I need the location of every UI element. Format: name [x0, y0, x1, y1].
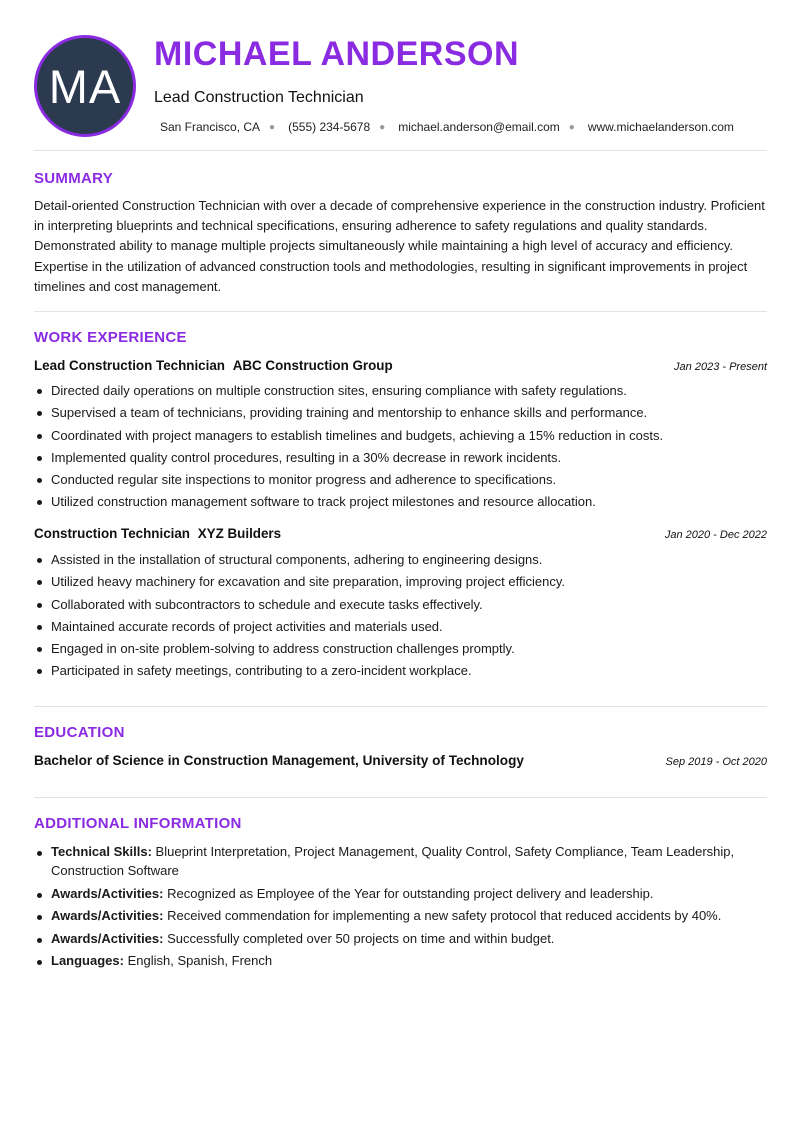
additional-label: Awards/Activities: [51, 908, 164, 923]
separator-dot-icon: ● [379, 121, 386, 133]
education-dates: Sep 2019 - Oct 2020 [665, 756, 767, 768]
summary-heading: SUMMARY [34, 170, 114, 187]
additional-heading: ADDITIONAL INFORMATION [34, 815, 242, 832]
divider [34, 797, 767, 798]
job-dates: Jan 2020 - Dec 2022 [664, 529, 767, 541]
bullet-item: Participated in safety meetings, contributing to a zero-incident workplace. [34, 660, 767, 682]
bullet-item: Collaborated with subcontractors to schedule and execute tasks effectively. [34, 594, 767, 616]
additional-text: Successfully completed over 50 projects on time and within budget. [167, 930, 555, 946]
job-company: ABC Construction Group [232, 358, 393, 373]
additional-label: Awards/Activities: [51, 930, 164, 946]
additional-item [34, 842, 767, 880]
bullet-item: Supervised a team of technicians, providing training and mentorship to enhance skills and performance. [34, 402, 767, 424]
additional-label: Technical Skills: [51, 844, 152, 859]
avatar [34, 35, 136, 137]
additional-list [34, 842, 767, 974]
bullet-item: Conducted regular site inspections to monitor progress and adherence to specifications. [34, 469, 767, 491]
job-title-line [34, 358, 393, 373]
job-bullets [34, 380, 767, 514]
separator-dot-icon: ● [269, 121, 276, 133]
additional-item [34, 884, 767, 903]
education-entry [34, 753, 767, 768]
additional-label: Awards/Activities: [51, 885, 164, 901]
divider [34, 150, 767, 151]
contact-line [160, 120, 734, 134]
job-header [34, 358, 767, 373]
job-header [34, 526, 767, 541]
bullet-item: Utilized heavy machinery for excavation and site preparation, improving project efficiency. [34, 571, 767, 593]
avatar-initials: MA [48, 59, 122, 113]
additional-item [34, 929, 767, 948]
additional-item [34, 906, 767, 925]
bullet-item: Assisted in the installation of structural components, adhering to engineering designs. [34, 549, 767, 571]
additional-text: Recognized as Employee of the Year for outstanding project delivery and leadership. [167, 885, 654, 901]
separator-dot-icon: ● [568, 121, 575, 133]
bullet-item: Directed daily operations on multiple construction sites, ensuring compliance with safety regulations. [34, 380, 767, 402]
bullet-item: Implemented quality control procedures, resulting in a 30% decrease in rework incidents. [34, 447, 767, 469]
contact-phone[interactable]: (555) 234-5678 [288, 120, 371, 134]
job-role: Lead Construction Technician [34, 358, 225, 373]
job-dates: Jan 2023 - Present [674, 361, 767, 373]
education-degree: Bachelor of Science in Construction Management, University of Technology [34, 753, 524, 768]
bullet-item: Maintained accurate records of project activities and materials used. [34, 616, 767, 638]
candidate-title: Lead Construction Technician [154, 89, 364, 106]
contact-email[interactable]: michael.anderson@email.com [398, 120, 560, 134]
education-heading: EDUCATION [34, 724, 125, 741]
additional-label: Languages: [51, 953, 124, 968]
additional-text: English, Spanish, French [127, 953, 273, 968]
bullet-item: Utilized construction management software to track project milestones and resource allocation. [34, 491, 767, 513]
contact-location: San Francisco, CA [160, 120, 261, 134]
job-role: Construction Technician [34, 526, 190, 541]
divider [34, 311, 767, 312]
candidate-name: MICHAEL ANDERSON [154, 35, 520, 73]
divider [34, 706, 767, 707]
additional-item [34, 951, 767, 970]
bullet-item: Engaged in on-site problem-solving to address construction challenges promptly. [34, 638, 767, 660]
additional-text: Received commendation for implementing a new safety protocol that reduced accidents by 40%. [167, 908, 722, 923]
job-bullets [34, 549, 767, 683]
additional-text: Blueprint Interpretation, Project Management, Quality Control, Safety Compliance, Team Leadership, Construction Software [51, 844, 735, 878]
job-company: XYZ Builders [197, 526, 282, 541]
experience-heading: WORK EXPERIENCE [34, 329, 187, 346]
bullet-item: Coordinated with project managers to establish timelines and budgets, achieving a 15% reduction in costs. [34, 425, 767, 447]
job-title-line [34, 526, 281, 541]
summary-text: Detail-oriented Construction Technician with over a decade of comprehensive experience in the construction industry. Proficient in interpreting blueprints and technical specifications, ensuring adherence to safety regulations and quality standards. Demonstrated ability to manage multiple projects simultaneously while maintaining a high level of accuracy and efficiency. Expertise in the utilization of advanced construction tools and methodologies, resulting in significant improvements in project timelines and cost management. [34, 198, 765, 294]
contact-website[interactable]: www.michaelanderson.com [587, 120, 734, 134]
